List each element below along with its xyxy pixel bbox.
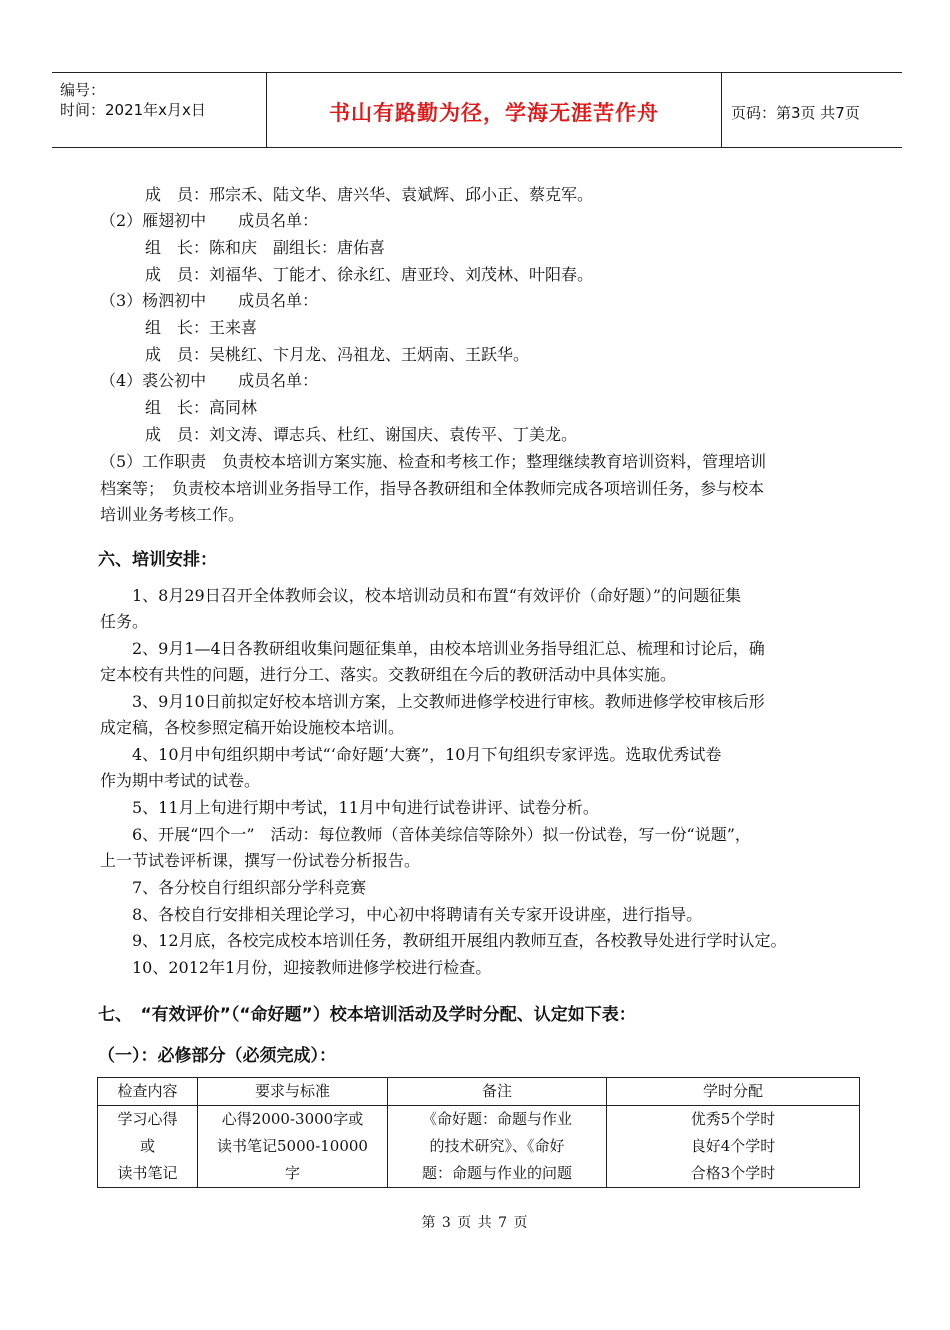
time-label: 时间：2021年x月x日 <box>60 101 206 119</box>
member-line: 成 员：刘文涛、谭志兵、杜红、谢国庆、袁传平、丁美龙。 <box>145 425 578 444</box>
page-header <box>52 72 902 148</box>
duty-line: （5）工作职责 负责校本培训方案实施、检查和考核工作；整理继续教育培训资料，管理培训 <box>100 452 767 471</box>
schedule-line: 5、11月上旬进行期中考试，11月中旬进行试卷讲评、试卷分析。 <box>132 798 599 817</box>
schedule-line: 定本校有共性的问题，进行分工、落实。交教研组在今后的教研活动中具体实施。 <box>100 665 677 684</box>
schedule-line: 7、各分校自行组织部分学科竞赛 <box>132 878 367 897</box>
hours-cell <box>607 1106 860 1188</box>
header-page-cell <box>721 73 902 147</box>
schedule-line: 8、各校自行安排相关理论学习，中心初中将聘请有关专家开设讲座，进行指导。 <box>132 905 703 924</box>
section-7-subtitle: （一）：必修部分（必须完成）： <box>98 1046 336 1066</box>
page-label: 页码：第3页 共7页 <box>731 104 860 122</box>
schedule-line: 6、开展“四个一” 活动：每位教师（音体美综信等除外）拟一份试卷，写一份“说题”， <box>132 825 751 844</box>
duty-line: 档案等； 负责校本培训业务指导工作，指导各教研组和全体教师完成各项培训任务，参与校本 <box>100 479 765 498</box>
section-7-title: 七、 “有效评价”（“命好题”）校本培训活动及学时分配、认定如下表： <box>98 1005 636 1025</box>
member-line: 成 员：吴桃红、卞月龙、冯祖龙、王炳南、王跃华。 <box>145 345 530 364</box>
motto: 书山有路勤为径，学海无涯苦作舟 <box>329 101 659 125</box>
note-cell <box>388 1106 607 1188</box>
schedule-line: 1、8月29日召开全体教师会议，校本培训动员和布置“有效评价（命好题）”的问题征集 <box>132 586 742 605</box>
standard-cell <box>198 1106 388 1188</box>
cell-line: 的技术研究》、《命好 <box>429 1137 565 1155</box>
cell-line: 题：命题与作业的问题 <box>421 1164 572 1182</box>
cell-line: 读书笔记 <box>117 1164 178 1182</box>
hours-table <box>97 1077 860 1188</box>
header-motto-cell <box>266 73 722 147</box>
schedule-line: 上一节试卷评析课，撰写一份试卷分析报告。 <box>100 851 421 870</box>
cell-line: 或 <box>139 1137 155 1155</box>
table-header: 备注 <box>388 1078 607 1106</box>
table-header-row <box>98 1078 860 1106</box>
group-heading: （2）雁翅初中 成员名单： <box>100 211 319 230</box>
table-row <box>98 1106 860 1188</box>
table-header: 要求与标准 <box>198 1078 388 1106</box>
schedule-line: 2、9月1—4日各教研组收集问题征集单，由校本培训业务指导组汇总、梳理和讨论后，确 <box>132 639 765 658</box>
leader-line: 组 长：王来喜 <box>145 318 258 337</box>
cell-line: 读书笔记5000-10000 <box>217 1137 368 1155</box>
schedule-line: 10、2012年1月份，迎接教师进修学校进行检查。 <box>132 958 492 977</box>
header-left-cell <box>52 73 266 147</box>
cell-line: 《命好题：命题与作业 <box>421 1110 572 1128</box>
schedule-line: 9、12月底，各校完成校本培训任务，教研组开展组内教师互查，各校教导处进行学时认定。 <box>132 931 787 950</box>
leader-line: 组 长：陈和庆 副组长：唐佑喜 <box>145 238 386 257</box>
group-heading: （4）裘公初中 成员名单： <box>100 371 319 390</box>
leader-line: 组 长：高同林 <box>145 398 258 417</box>
cell-line: 合格3个学时 <box>690 1164 776 1182</box>
cell-line: 字 <box>284 1164 300 1182</box>
cell-line: 学习心得 <box>117 1110 178 1128</box>
member-line: 成 员：邢宗禾、陆文华、唐兴华、袁斌辉、邱小正、蔡克军。 <box>145 185 594 204</box>
schedule-line: 任务。 <box>100 612 149 631</box>
table-header: 学时分配 <box>607 1078 860 1106</box>
member-line: 成 员：刘福华、丁能才、徐永红、唐亚玲、刘茂林、叶阳春。 <box>145 265 594 284</box>
cell-line: 优秀5个学时 <box>690 1110 776 1128</box>
schedule-line: 4、10月中旬组织期中考试“‘命好题’大赛”，10月下旬组织专家评选。选取优秀试卷 <box>132 745 722 764</box>
schedule-line: 3、9月10日前拟定好校本培训方案，上交教师进修学校进行审核。教师进修学校审核后形 <box>132 692 765 711</box>
section-6-title: 六、培训安排： <box>98 550 217 570</box>
cell-line: 心得2000-3000字或 <box>221 1110 364 1128</box>
duty-line: 培训业务考核工作。 <box>100 505 245 524</box>
content-cell <box>98 1106 198 1188</box>
cell-line: 良好4个学时 <box>690 1137 776 1155</box>
table-header: 检查内容 <box>98 1078 198 1106</box>
number-label: 编号： <box>60 81 106 99</box>
schedule-line: 作为期中考试的试卷。 <box>100 771 261 790</box>
schedule-line: 成定稿，各校参照定稿开始设施校本培训。 <box>100 718 405 737</box>
page-footer: 第 3 页 共 7 页 <box>421 1215 529 1231</box>
group-heading: （3）杨泗初中 成员名单： <box>100 291 319 310</box>
